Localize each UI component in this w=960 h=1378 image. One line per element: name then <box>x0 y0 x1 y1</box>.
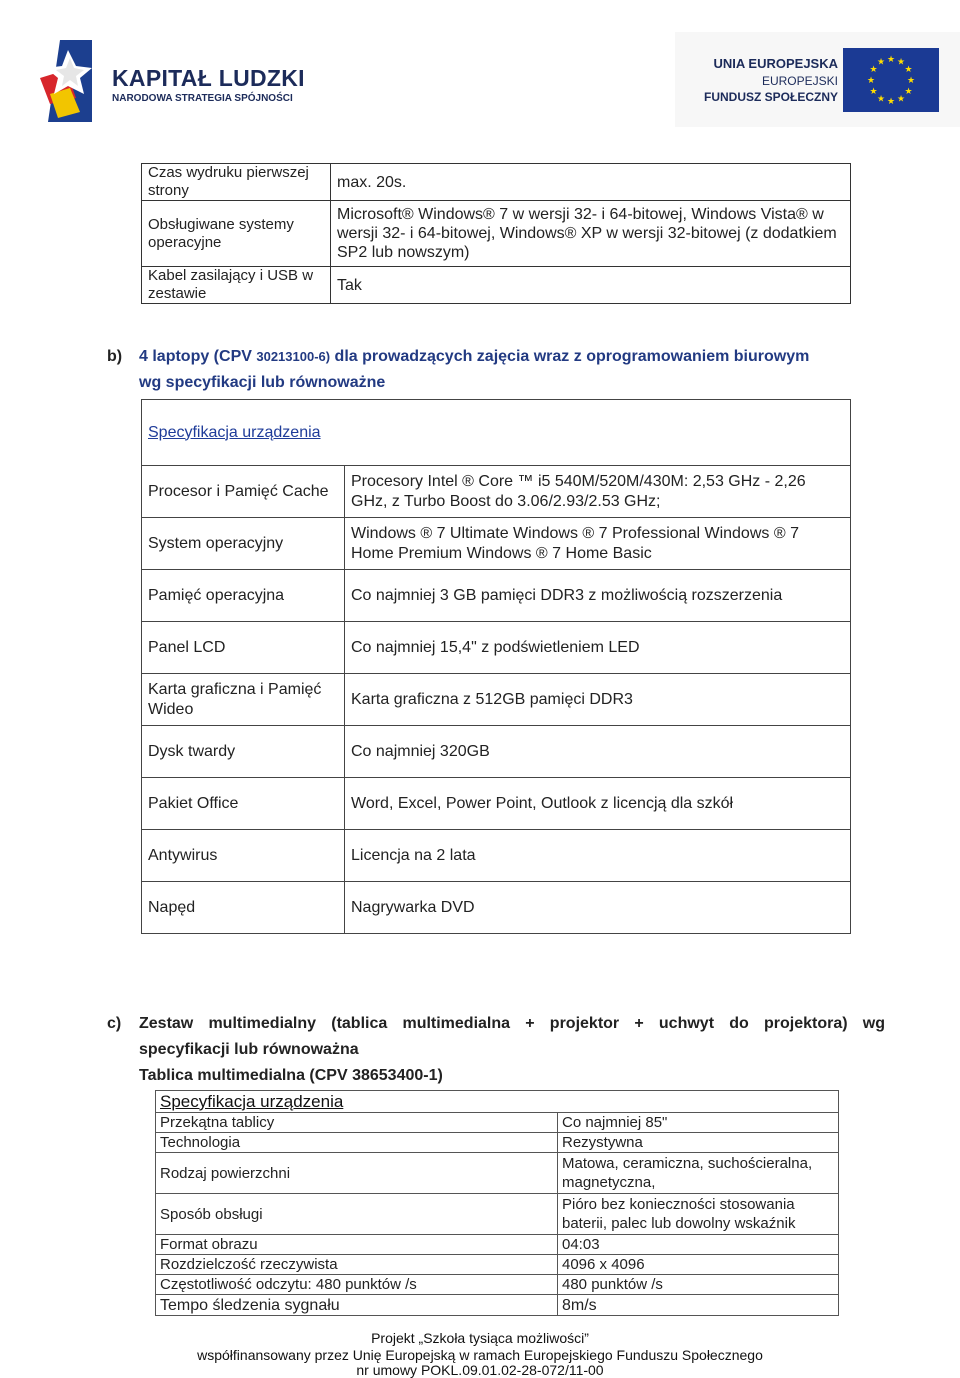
spec-value: Word, Excel, Power Point, Outlook z licencją dla szkół <box>345 778 851 830</box>
section-c-heading <box>107 1011 885 1089</box>
spec-value: Karta graficzna z 512GB pamięci DDR3 <box>345 674 851 726</box>
svg-text:★: ★ <box>904 87 913 97</box>
spec-value: 480 punktów /s <box>558 1275 839 1295</box>
table-row <box>156 1275 839 1295</box>
svg-text:★: ★ <box>904 65 913 75</box>
svg-text:★: ★ <box>866 76 876 86</box>
svg-text:★: ★ <box>876 94 886 105</box>
spec-value: Nagrywarka DVD <box>345 882 851 934</box>
spec-value: Pióro bez konieczności stosowania baterii, palec lub dowolny wskaźnik <box>558 1194 839 1235</box>
kapital-ludzki-logo <box>40 40 340 130</box>
eu-flag-icon <box>843 48 939 112</box>
spec-value: Procesory Intel ® Core ™ i5 540M/520M/430M: 2,53 GHz - 2,26 GHz, z Turbo Boost do 3.06/2.93/2.53 GHz; <box>345 466 851 518</box>
spec-value: Tak <box>331 267 851 304</box>
spec-label: Przekątna tablicy <box>156 1113 558 1133</box>
table-row <box>142 830 851 882</box>
spec-table-title: Specyfikacja urządzenia <box>160 1091 344 1111</box>
spec-value: 04:03 <box>558 1235 839 1255</box>
table-row <box>156 1235 839 1255</box>
spec-label: Panel LCD <box>142 622 345 674</box>
table-row <box>142 518 851 570</box>
section-b-title-end: dla prowadzących zajęcia wraz z oprogramowaniem biurowym <box>330 348 810 365</box>
section-c-title-line2: specyfikacji lub równoważna <box>139 1041 359 1058</box>
svg-text:★: ★ <box>896 57 906 68</box>
table-row <box>156 1295 839 1316</box>
table-row <box>142 466 851 518</box>
printer-spec-table <box>141 163 851 304</box>
kapital-ludzki-emblem-icon <box>40 40 102 122</box>
table-row <box>156 1133 839 1153</box>
table-row <box>142 882 851 934</box>
table-row <box>156 1153 839 1194</box>
eu-efs-logo <box>675 32 960 127</box>
spec-value: Microsoft® Windows® 7 w wersji 32- i 64-bitowej, Windows Vista® w wersji 32- i 64-bitowej, Windows® XP w wersji 32-bitowej (z dodatkiem SP2 lub nowszym) <box>331 201 851 267</box>
section-b-title-start: 4 laptopy (CPV <box>139 348 257 365</box>
spec-label: Rozdzielczość rzeczywista <box>156 1255 558 1275</box>
footer-project-name: Projekt „Szkoła tysiąca możliwości” <box>371 1330 589 1346</box>
spec-label: Technologia <box>156 1133 558 1153</box>
table-row <box>142 622 851 674</box>
table-row <box>142 570 851 622</box>
svg-text:★: ★ <box>876 57 886 68</box>
spec-value: Co najmniej 3 GB pamięci DDR3 z możliwością rozszerzenia <box>345 570 851 622</box>
table-row <box>142 726 851 778</box>
footer-funding-note: współfinansowany przez Unię Europejską w ramach Europejskiego Funduszu Społecznego <box>197 1347 763 1363</box>
whiteboard-spec-table <box>155 1090 839 1316</box>
spec-label: Obsługiwane systemy operacyjne <box>142 201 331 267</box>
spec-label: Format obrazu <box>156 1235 558 1255</box>
svg-text:★: ★ <box>906 76 916 86</box>
spec-label: Sposób obsługi <box>156 1194 558 1235</box>
section-c-title-line1: Zestaw multimedialny (tablica multimedialna + projektor + uchwyt do projektora) wg <box>139 1015 885 1032</box>
kapital-ludzki-subtitle: NARODOWA STRATEGIA SPÓJNOŚCI <box>112 93 293 104</box>
svg-text:★: ★ <box>869 65 878 75</box>
section-c-subtitle: Tablica multimedialna (CPV 38653400-1) <box>139 1067 443 1084</box>
laptop-spec-table <box>141 399 851 934</box>
section-b-heading <box>107 344 885 396</box>
spec-label: System operacyjny <box>142 518 345 570</box>
spec-value: Licencja na 2 lata <box>345 830 851 882</box>
section-b-title-line2: wg specyfikacji lub równoważne <box>139 374 386 391</box>
eu-logo-line3: FUNDUSZ SPOŁECZNY <box>703 90 838 104</box>
spec-value: max. 20s. <box>331 164 851 201</box>
table-header-row <box>156 1091 839 1113</box>
spec-value: Matowa, ceramiczna, suchościeralna, magnetyczna, <box>558 1153 839 1194</box>
section-b-cpv: 30213100-6) <box>256 349 331 364</box>
section-c-marker: c) <box>107 1015 122 1032</box>
table-row <box>142 267 851 304</box>
kapital-ludzki-title: KAPITAŁ LUDZKI <box>112 65 305 91</box>
spec-value: 8m/s <box>558 1295 839 1316</box>
section-b-marker: b) <box>107 348 123 365</box>
spec-value: Co najmniej 15,4" z podświetleniem LED <box>345 622 851 674</box>
spec-label: Pamięć operacyjna <box>142 570 345 622</box>
spec-label: Czas wydruku pierwszej strony <box>142 164 331 201</box>
table-row <box>156 1113 839 1133</box>
table-header-row <box>142 400 851 466</box>
spec-label: Tempo śledzenia sygnału <box>156 1295 558 1316</box>
spec-label: Antywirus <box>142 830 345 882</box>
table-row <box>142 674 851 726</box>
table-row <box>142 164 851 201</box>
spec-label: Rodzaj powierzchni <box>156 1153 558 1194</box>
spec-value: Rezystywna <box>558 1133 839 1153</box>
eu-logo-line1: UNIA EUROPEJSKA <box>713 56 838 71</box>
spec-label: Pakiet Office <box>142 778 345 830</box>
footer-contract-number: nr umowy POKL.09.01.02-28-072/11-00 <box>356 1362 604 1378</box>
spec-label: Karta graficzna i Pamięć Wideo <box>142 674 345 726</box>
svg-text:★: ★ <box>896 94 906 105</box>
spec-value: Windows ® 7 Ultimate Windows ® 7 Professional Windows ® 7 Home Premium Windows ® 7 Home Basic <box>345 518 851 570</box>
eu-logo-line2: EUROPEJSKI <box>761 74 838 88</box>
svg-text:★: ★ <box>869 87 878 97</box>
svg-text:★: ★ <box>886 97 896 107</box>
spec-label: Dysk twardy <box>142 726 345 778</box>
table-row <box>156 1255 839 1275</box>
table-row <box>142 778 851 830</box>
spec-value: Co najmniej 320GB <box>345 726 851 778</box>
spec-label: Częstotliwość odczytu: 480 punktów /s <box>156 1275 558 1295</box>
spec-label: Kabel zasilający i USB w zestawie <box>142 267 331 304</box>
svg-text:★: ★ <box>886 55 896 65</box>
table-row <box>142 201 851 267</box>
spec-value: 4096 x 4096 <box>558 1255 839 1275</box>
spec-table-title: Specyfikacja urządzenia <box>148 423 321 441</box>
spec-label: Procesor i Pamięć Cache <box>142 466 345 518</box>
table-row <box>156 1194 839 1235</box>
spec-label: Napęd <box>142 882 345 934</box>
spec-value: Co najmniej 85" <box>558 1113 839 1133</box>
